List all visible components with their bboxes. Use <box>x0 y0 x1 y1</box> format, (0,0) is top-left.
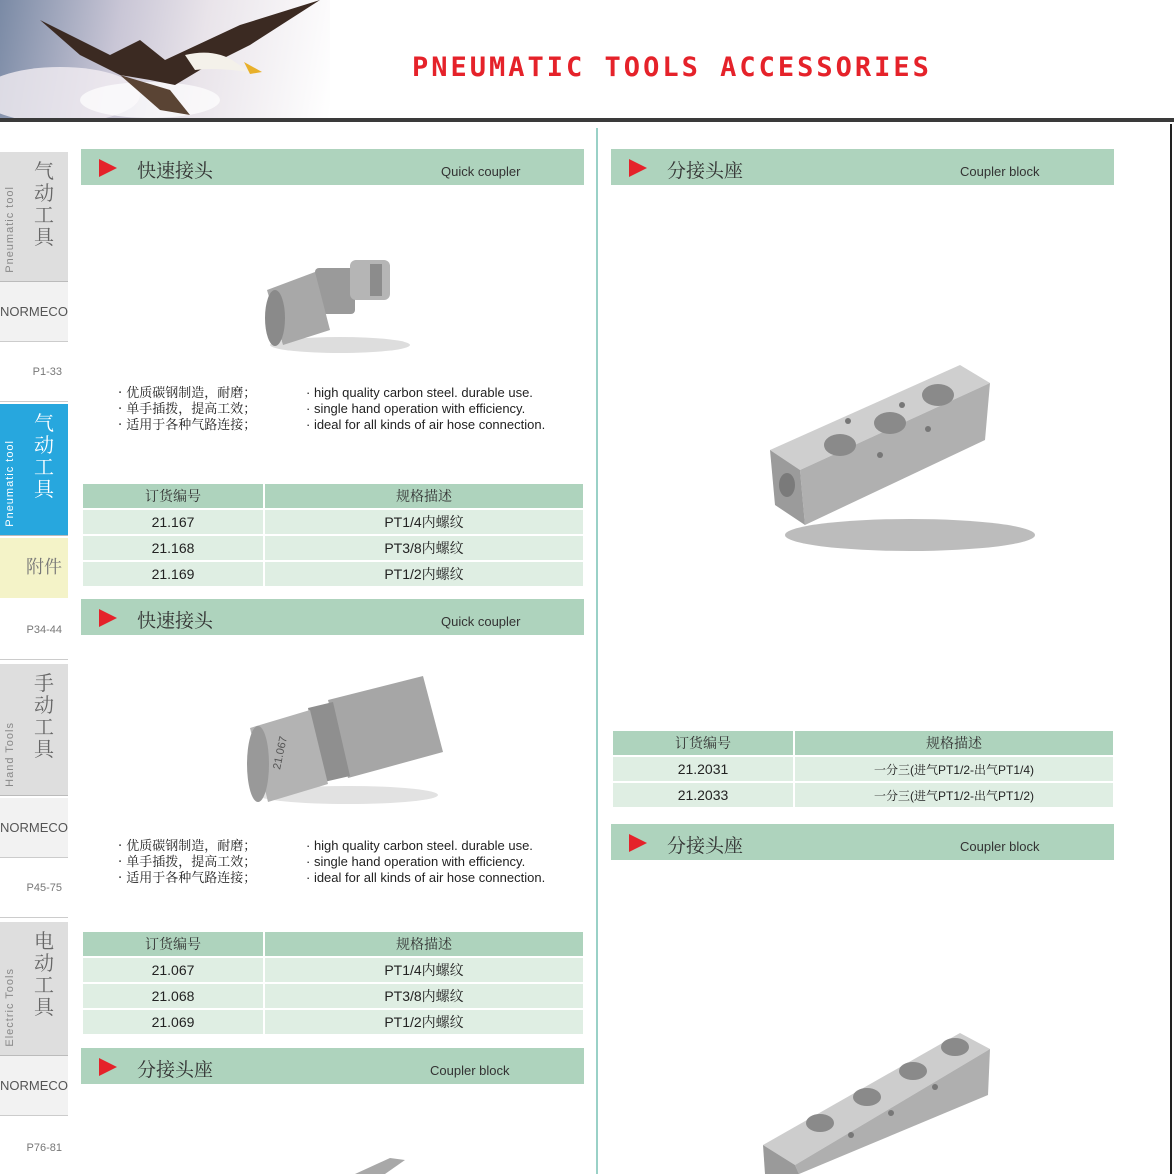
feature-en: · high quality carbon steel. durable use. <box>306 838 533 853</box>
table-row <box>82 509 584 535</box>
sidebar-item-zh-label: 气动工具 <box>34 159 54 249</box>
feature-zh: · 优质碳钢制造，耐磨； <box>118 386 257 401</box>
sidebar-item-en-label: Hand Tools <box>4 722 16 787</box>
feature-zh: · 适用于各种气路连接； <box>118 871 257 886</box>
cell-code: 21.068 <box>82 983 264 1009</box>
table-header-row <box>82 483 584 509</box>
red-triangle-icon <box>629 834 647 852</box>
cell-desc: PT3/8内螺纹 <box>264 535 584 561</box>
feature-en: · single hand operation with efficiency. <box>306 854 526 869</box>
section-heading-quick-coupler <box>81 599 584 635</box>
section-title-en: Coupler block <box>960 839 1040 854</box>
feature-en: · ideal for all kinds of air hose connection. <box>306 870 546 885</box>
sidebar-page-range: P45-75 <box>0 858 68 918</box>
column-header-code: 订货编号 <box>612 730 794 756</box>
section-title-zh: 分接头座 <box>667 160 744 182</box>
cell-desc: PT3/8内螺纹 <box>264 983 584 1009</box>
feature-zh: · 单手插拨，提高工效； <box>118 402 257 417</box>
feature-zh: · 单手插拨，提高工效； <box>118 855 257 870</box>
section-title-en: Coupler block <box>430 1063 510 1078</box>
eagle-banner-image <box>0 0 330 118</box>
table-header-row <box>612 730 1114 756</box>
sidebar-item-pneumatic-tool-active[interactable] <box>0 404 68 536</box>
cell-code: 21.069 <box>82 1009 264 1035</box>
section-title-zh: 分接头座 <box>667 835 744 857</box>
feature-list <box>118 385 545 433</box>
section-heading-coupler-block <box>611 824 1114 860</box>
red-triangle-icon <box>99 159 117 177</box>
red-triangle-icon <box>629 159 647 177</box>
column-header-code: 订货编号 <box>82 931 264 957</box>
cell-code: 21.2033 <box>612 782 794 808</box>
section-title-en: Quick coupler <box>441 164 521 179</box>
cell-desc: 一分三(进气PT1/2-出气PT1/4) <box>794 756 1114 782</box>
sidebar-item-pneumatic-tool[interactable] <box>0 152 68 282</box>
feature-item <box>118 838 545 854</box>
feature-en: · high quality carbon steel. durable use. <box>306 385 533 400</box>
section-heading-coupler-block <box>611 149 1114 185</box>
sidebar-page-range: P76-81 <box>0 1118 68 1174</box>
feature-item <box>118 870 545 886</box>
feature-item <box>118 401 545 417</box>
red-triangle-icon <box>99 609 117 627</box>
table-header-row <box>82 931 584 957</box>
table-row <box>82 957 584 983</box>
page-title: PNEUMATIC TOOLS ACCESSORIES <box>412 52 932 83</box>
section-title-zh: 快速接头 <box>137 160 214 182</box>
quick-coupler-socket-image <box>238 670 453 810</box>
order-table <box>611 729 1115 809</box>
sidebar-brand-normeco: NORMECO <box>0 282 68 342</box>
cell-desc: PT1/4内螺纹 <box>264 957 584 983</box>
header-divider <box>0 118 1174 122</box>
section-heading-quick-coupler <box>81 149 584 185</box>
sidebar-item-hand-tools[interactable] <box>0 664 68 796</box>
sidebar-item-en-label: Pneumatic tool <box>4 186 16 273</box>
feature-item <box>118 417 545 433</box>
section-title-en: Coupler block <box>960 164 1040 179</box>
sidebar-sub-accessories[interactable]: 附件 <box>0 538 68 598</box>
table-row <box>82 561 584 587</box>
column-header-desc: 规格描述 <box>264 931 584 957</box>
svg-text:21.067: 21.067 <box>271 735 290 771</box>
coupler-block-3-way-image <box>760 355 1040 565</box>
table-row <box>612 782 1114 808</box>
sidebar-item-en-label: Electric Tools <box>4 968 16 1047</box>
coupler-block-4-way-image <box>755 1025 995 1174</box>
cell-code: 21.167 <box>82 509 264 535</box>
cell-desc: PT1/2内螺纹 <box>264 1009 584 1035</box>
sidebar-brand-normeco: NORMECO <box>0 1056 68 1116</box>
column-header-code: 订货编号 <box>82 483 264 509</box>
table-row <box>82 983 584 1009</box>
sidebar-item-zh-label: 手动工具 <box>34 671 54 761</box>
cell-code: 21.169 <box>82 561 264 587</box>
cell-desc: PT1/4内螺纹 <box>264 509 584 535</box>
section-title-en: Quick coupler <box>441 614 521 629</box>
section-title-zh: 分接头座 <box>137 1059 214 1081</box>
sidebar-brand-normeco: NORMECO <box>0 798 68 858</box>
column-divider <box>596 128 598 1174</box>
cell-desc: 一分三(进气PT1/2-出气PT1/2) <box>794 782 1114 808</box>
sidebar-item-en-label: Pneumatic tool <box>4 440 16 527</box>
sidebar-item-electric-tools[interactable] <box>0 922 68 1056</box>
section-heading-coupler-block <box>81 1048 584 1084</box>
sidebar-item-zh-label: 气动工具 <box>34 411 54 501</box>
feature-zh: · 优质碳钢制造，耐磨； <box>118 839 257 854</box>
page-header <box>0 0 1174 128</box>
order-table <box>81 482 585 588</box>
quick-coupler-plug-image <box>255 250 415 360</box>
feature-item <box>118 385 545 401</box>
feature-zh: · 适用于各种气路连接； <box>118 418 257 433</box>
cell-code: 21.2031 <box>612 756 794 782</box>
sidebar <box>0 152 68 1174</box>
feature-list <box>118 838 545 886</box>
cell-code: 21.168 <box>82 535 264 561</box>
cell-code: 21.067 <box>82 957 264 983</box>
red-triangle-icon <box>99 1058 117 1076</box>
sidebar-item-zh-label: 电动工具 <box>34 929 54 1019</box>
feature-en: · single hand operation with efficiency. <box>306 401 526 416</box>
table-row <box>612 756 1114 782</box>
sidebar-page-range: P34-44 <box>0 600 68 660</box>
column-header-desc: 规格描述 <box>794 730 1114 756</box>
feature-en: · ideal for all kinds of air hose connection. <box>306 417 546 432</box>
feature-item <box>118 854 545 870</box>
cell-desc: PT1/2内螺纹 <box>264 561 584 587</box>
coupler-block-image-partial <box>345 1150 435 1174</box>
table-row <box>82 1009 584 1035</box>
order-table <box>81 930 585 1036</box>
table-row <box>82 535 584 561</box>
page-right-border <box>1170 124 1172 1174</box>
column-header-desc: 规格描述 <box>264 483 584 509</box>
sidebar-page-range: P1-33 <box>0 342 68 402</box>
section-title-zh: 快速接头 <box>137 610 214 632</box>
